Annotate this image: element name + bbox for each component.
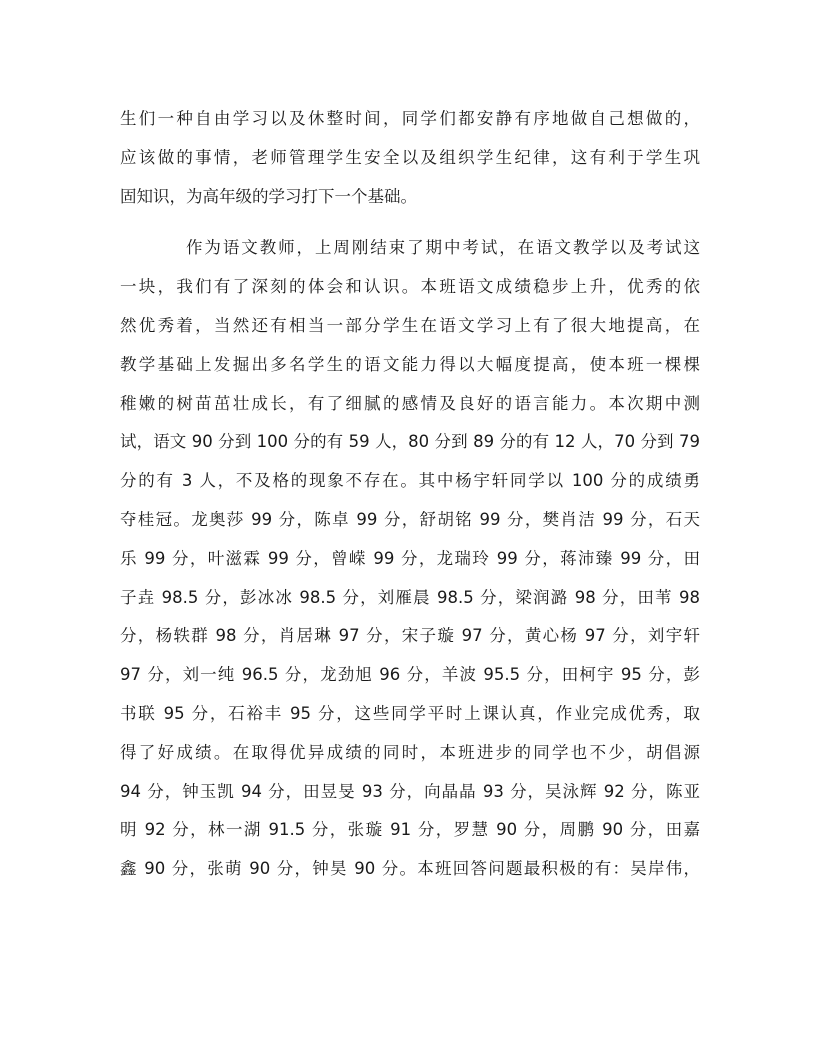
body-text: [120, 100, 700, 889]
paragraph: [120, 229, 700, 889]
text-line: 试，语文 90 分到 100 分的有 59 人，80 分到 89 分的有 12 人，70 分到 79: [120, 432, 700, 452]
text-line: 分的有 3 人，不及格的现象不存在。其中杨宇轩同学以 100 分的成绩勇: [120, 471, 700, 491]
text-line: 稚嫩的树苗茁壮成长，有了细腻的感情及良好的语言能力。本次期中测: [120, 393, 700, 413]
text-line: 乐 99 分，叶滋霖 99 分，曾嵘 99 分，龙瑞玲 99 分，蒋沛臻 99 分，田: [120, 548, 700, 568]
paragraph-spacer: [120, 216, 700, 229]
text-line: 得了好成绩。在取得优异成绩的同时，本班进步的同学也不少，胡倡源: [120, 742, 700, 762]
text-line: 书联 95 分，石裕丰 95 分，这些同学平时上课认真，作业完成优秀，取: [120, 703, 700, 723]
text-line: 97 分，刘一纯 96.5 分，龙劲旭 96 分，羊波 95.5 分，田柯宇 95 分，彭: [120, 665, 700, 685]
text-line: 子垚 98.5 分，彭冰冰 98.5 分，刘雁晨 98.5 分，梁润潞 98 分，田苇 98: [120, 587, 700, 607]
text-line: 94 分，钟玉凯 94 分，田昱旻 93 分，向晶晶 93 分，吴泳辉 92 分，陈亚: [120, 781, 700, 801]
text-line: 鑫 90 分，张萌 90 分，钟昊 90 分。本班回答问题最积极的有：吴岸伟，: [120, 859, 700, 879]
text-line: 然优秀着，当然还有相当一部分学生在语文学习上有了很大地提高，在: [120, 315, 700, 335]
text-line: 作为语文教师，上周刚结束了期中考试，在语文教学以及考试这: [186, 238, 700, 258]
text-line: 应该做的事情，老师管理学生安全以及组织学生纪律，这有利于学生巩: [120, 147, 700, 167]
text-line: 明 92 分，林一湖 91.5 分，张璇 91 分，罗慧 90 分，周鹏 90 分，田嘉: [120, 820, 700, 840]
text-line: 分，杨轶群 98 分，肖居琳 97 分，宋子璇 97 分，黄心杨 97 分，刘宇轩: [120, 626, 700, 646]
paragraph: [120, 100, 700, 216]
text-line: 夺桂冠。龙奥莎 99 分，陈卓 99 分，舒胡铭 99 分，樊肖洁 99 分，石天: [120, 509, 700, 529]
text-line: 固知识，为高年级的学习打下一个基础。: [120, 186, 417, 206]
text-line: 教学基础上发掘出多名学生的语文能力得以大幅度提高，使本班一棵棵: [120, 354, 700, 374]
text-line: 生们一种自由学习以及休整时间，同学们都安静有序地做自己想做的，: [120, 109, 700, 128]
text-line: 一块，我们有了深刻的体会和认识。本班语文成绩稳步上升，优秀的依: [120, 277, 700, 297]
